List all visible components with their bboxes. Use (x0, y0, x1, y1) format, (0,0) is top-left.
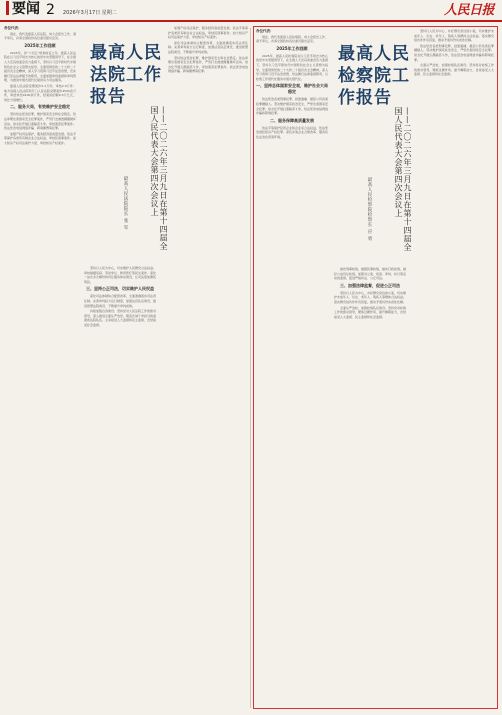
body-paragraph: 坚持以人民为中心，切实维护人民群众合法权益。审结婚姻家庭、劳动争议、教育医疗等民生案件。深化一站式多元解纷和诉讼服务体系建设，让司法更加便民利民。 (84, 266, 156, 284)
intro-label: 各位代表： (256, 29, 274, 33)
court-report-column-2 (84, 266, 156, 709)
report-title-line-1: 最高人民 (90, 43, 162, 63)
body-paragraph: 深化司法体制综合配套改革，全面准确落实司法责任制。完善审判权力运行制度，加强法官队伍建设，推进智慧法院建设，不断提升审判质效。 (168, 40, 248, 54)
newspaper-logo: 人民日报 (443, 3, 494, 18)
report-title-line-2: 法院工作 (90, 65, 162, 85)
court-report-column-3 (168, 26, 248, 709)
body-paragraph: 2025年，是“十四五”规划收官之年。最高人民法院在以习近平同志为核心的党中央坚强领导下，在全国人大及其常委会有力监督下，坚持以习近平新时代中国特色社会主义思想为指导，全面贯彻党的二十大和二十届历次全会精神，深入学习贯彻习近平法治思想，忠实履行宪法法律赋予的职责，全面加强审判监督和审判管理，为推进中国式现代化提供有力司法服务。 (4, 50, 76, 83)
body-paragraph: 坚持以人民为中心，办好群众身边的小案，切实维护未成年人、妇女、老年人、残疾人等群体合法权益。落实群众信访件件有回复，推动矛盾纠纷实质性化解。 (334, 290, 406, 304)
section-heading: 一、坚持总体国家安全观，维护社会大局稳定 (256, 83, 328, 95)
body-paragraph: 依法平等保护民营企业和企业家合法权益，依法惩治侵犯知识产权犯罪。深化涉案企业合规改革，服务优化法治化营商环境。 (256, 125, 328, 139)
body-paragraph: 坚持依法惩治犯罪，维护国家安全和社会稳定。依法审理危害国家安全犯罪案件，严厉打击渗透颠覆破坏活动。常态化开展扫黑除恶斗争，审结黑恶犯罪案件。依法惩治电信网络诈骗、跨境赌博等犯罪。 (168, 55, 248, 74)
intro-paragraph: 现在，我代表最高人民检察院，向大会报告工作，请予审议，并请全国政协各位委员提出意见。 (256, 34, 328, 44)
body-paragraph: 2025年，最高人民检察院在以习近平同志为核心的党中央坚强领导下，在全国人大及其常委会有力监督下，坚持以习近平新时代中国特色社会主义思想为指导，全面贯彻党的二十大和二十届历次全会精神，深入学习贯彻习近平法治思想，依法履行法律监督职责，以检察工作现代化服务中国式现代化。 (256, 53, 328, 81)
section-heading: 三、加强法律监督，促进公正司法 (340, 282, 400, 288)
report-subtitle: ——二〇二六年三月九日在第十四届全国人民代表大会第四次会议上 (394, 107, 412, 252)
report-author: 最高人民检察院检察长 应 勇 (367, 177, 372, 241)
section-heading: 2025年工作回顾 (24, 42, 56, 48)
body-paragraph: 坚持依法惩治犯罪，维护国家安全和社会稳定。依法审理危害国家安全犯罪案件，严厉打击渗透颠覆破坏活动。常态化开展扫黑除恶斗争，审结黑恶犯罪案件。依法惩治电信网络诈骗、跨境赌博等犯罪。 (4, 112, 76, 131)
body-paragraph: 持续加强自身建设。坚持党对人民法院工作的绝对领导，深入推进全面从严治党，锻造忠诚干净担当的高素质法院队伍。主动接受人大监督和民主监督，自觉接受社会监督。 (84, 309, 156, 327)
body-paragraph: 加强产权司法保护，服务经济高质量发展。依法平等保护各类所有制企业合法权益，审结民商事案件。加大知识产权司法保护力度，审结知识产权案件。 (168, 26, 248, 40)
intro-paragraph: 现在，我代表最高人民法院，向大会报告工作，请予审议，并请全国政协各位委员提出意见。 (4, 31, 76, 41)
section-label: 要闻 (12, 1, 40, 17)
section-heading: 三、坚持公正司法，切实维护人民权益 (86, 286, 154, 292)
body-paragraph: 深化司法体制综合配套改革，全面准确落实司法责任制。完善审判权力运行制度，加强法官队伍建设，推进智慧法院建设，不断提升审判质效。 (84, 294, 156, 308)
intro-label: 各位代表： (4, 26, 22, 30)
procuratorate-report-article (253, 26, 498, 709)
court-report-article (4, 26, 250, 709)
body-paragraph: 依法惩治各类刑事犯罪，批准逮捕、提起公诉各类犯罪嫌疑人。坚决维护国家政治安全，严惩危害国家安全犯罪。常态化开展扫黑除恶斗争，依法惩治电信网络诈骗和跨境犯罪。 (414, 43, 494, 62)
report-author: 最高人民法院院长 张 军 (123, 176, 128, 230)
procuratorate-report-column-2 (334, 267, 406, 707)
report-title-line-2: 检察院工 (338, 66, 410, 86)
procuratorate-report-column-1 (256, 29, 328, 707)
body-paragraph: 做优刑事检察，做强民事检察，做实行政检察，做好公益诉讼检察。加强对立案、侦查、审判、执行等活动的监督，促进严格执法、公正司法。 (334, 267, 406, 281)
report-title-line-1: 最高人民 (338, 44, 410, 64)
body-paragraph: 加强产权司法保护，服务经济高质量发展。依法平等保护各类所有制企业合法权益，审结民商事案件。加大知识产权司法保护力度，审结知识产权案件。 (4, 131, 76, 145)
body-paragraph: 坚持以人民为中心，办好群众身边的小案，切实维护未成年人、妇女、老年人、残疾人等群体合法权益。落实群众信访件件有回复，推动矛盾纠纷实质性化解。 (414, 29, 494, 43)
section-bar-icon (6, 1, 9, 15)
body-paragraph: 依法惩治各类刑事犯罪，批准逮捕、提起公诉各类犯罪嫌疑人。坚决维护国家政治安全，严惩危害国家安全犯罪。常态化开展扫黑除恶斗争，依法惩治电信网络诈骗和跨境犯罪。 (256, 97, 328, 116)
issue-date: 2026年3月17日 星期二 (62, 10, 117, 16)
section-heading: 二、服务大局，有效维护安全稳定 (10, 104, 70, 110)
report-title-line-3: 作报告 (338, 88, 392, 108)
page-number: 2 (46, 2, 55, 18)
report-subtitle: ——二〇二六年三月九日在第十四届全国人民代表大会第四次会议上 (150, 106, 168, 251)
body-paragraph: 最高人民法院受理案件3.1万件，审结2.9万件；地方各级人民法院和专门人民法院受理案件4500余万件，审结执结4100余万件，结案标的额9.3万亿元，同比分别增长。 (4, 83, 76, 102)
section-name (6, 0, 40, 18)
page-masthead (0, 0, 502, 22)
procuratorate-report-column-3 (414, 29, 494, 707)
article-divider (250, 28, 251, 708)
body-paragraph: 全面从严治检，加强检察队伍建设。坚持党对检察工作的绝对领导，锤炼过硬作风，提升履职能力，自觉接受人大监督、民主监督和社会监督。 (334, 305, 406, 319)
court-report-column-1 (4, 26, 76, 709)
report-title-line-3: 报告 (90, 87, 126, 107)
section-heading: 2025年工作回顾 (276, 45, 308, 51)
body-paragraph: 全面从严治检，加强检察队伍建设。坚持党对检察工作的绝对领导，锤炼过硬作风，提升履职能力，自觉接受人大监督、民主监督和社会监督。 (414, 63, 494, 77)
section-heading: 二、服务保障高质量发展 (270, 117, 314, 123)
